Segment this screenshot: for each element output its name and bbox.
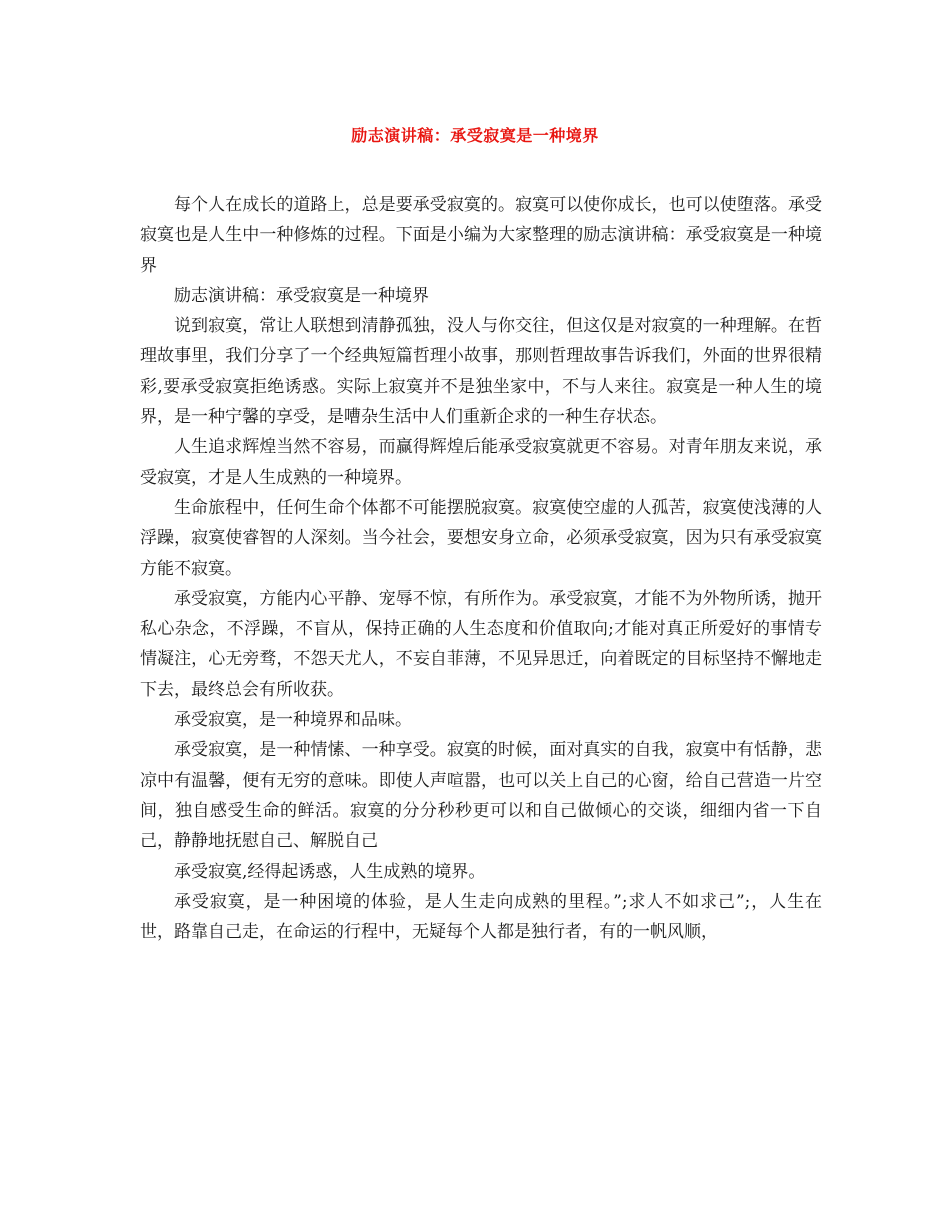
document-title: 励志演讲稿：承受寂寞是一种境界 xyxy=(351,126,599,145)
paragraph: 说到寂寞，常让人联想到清静孤独，没人与你交往，但这仅是对寂寞的一种理解。在哲理故事里，我们分享了一个经典短篇哲理小故事，那则哲理故事告诉我们，外面的世界很精彩,要承受寂寞拒绝诱惑。实际上寂寞并不是独坐家中，不与人来往。寂寞是一种人生的境界，是一种宁馨的享受，是嘈杂生活中人们重新企求的一种生存状态。 xyxy=(140,316,822,428)
paragraph: 人生追求辉煌当然不容易，而赢得辉煌后能承受寂寞就更不容易。对青年朋友来说，承受寂寞，才是人生成熟的一种境界。 xyxy=(140,437,822,488)
paragraph: 承受寂寞，方能内心平静、宠辱不惊，有所作为。承受寂寞，才能不为外物所诱，抛开私心杂念，不浮躁，不盲从，保持正确的人生态度和价值取向;才能对真正所爱好的事情专情凝注，心无旁骛，不怨天尤人，不妄自菲薄，不见异思迁，向着既定的目标坚持不懈地走下去，最终总会有所收获。 xyxy=(140,588,822,700)
paragraph: 承受寂寞,经得起诱惑，人生成熟的境界。 xyxy=(174,861,486,882)
paragraph: 承受寂寞，是一种情愫、一种享受。寂寞的时候，面对真实的自我，寂寞中有恬静，悲凉中有温馨，便有无穷的意味。即使人声喧嚣，也可以关上自己的心窗，给自己营造一片空间，独自感受生命的鲜活。寂寞的分分秒秒更可以和自己做倾心的交谈，细细内省一下自己，静静地抚慰自己、解脱自己 xyxy=(140,740,822,852)
paragraph: 承受寂寞，是一种困境的体验，是人生走向成熟的里程。”;求人不如求己”;，人生在世，路靠自己走，在命运的行程中，无疑每个人都是独行者，有的一帆风顺， xyxy=(140,891,822,943)
paragraph: 承受寂寞，是一种境界和品味。 xyxy=(174,710,412,731)
paragraph: 励志演讲稿：承受寂寞是一种境界 xyxy=(174,285,429,306)
paragraph: 生命旅程中，任何生命个体都不可能摆脱寂寞。寂寞使空虚的人孤苦，寂寞使浅薄的人浮躁，寂寞使睿智的人深刻。当今社会，要想安身立命，必须承受寂寞，因为只有承受寂寞方能不寂寞。 xyxy=(140,497,822,579)
paragraph: 每个人在成长的道路上，总是要承受寂寞的。寂寞可以使你成长，也可以使堕落。承受寂寞也是人生中一种修炼的过程。下面是小编为大家整理的励志演讲稿：承受寂寞是一种境界 xyxy=(140,195,822,276)
document-body xyxy=(140,190,822,947)
